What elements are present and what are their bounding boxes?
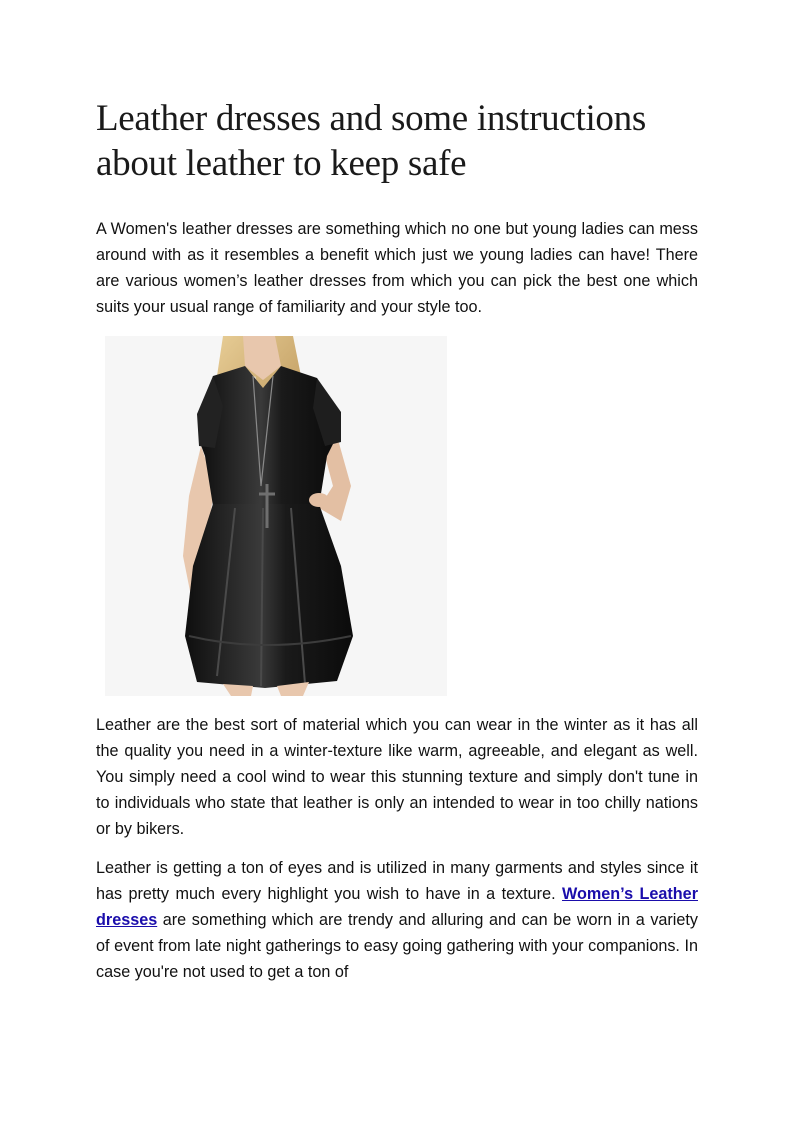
styles-text-before-link: Leather is getting a ton of eyes and is utilized in many garments and styles since it has pretty much every highlight you wish to have in a texture. bbox=[96, 859, 698, 903]
styles-text-after-link: are something which are trendy and alluring and can be worn in a variety of event from late night gatherings to easy going gathering with your companions. In case you're not used to get a ton of bbox=[96, 911, 698, 981]
leather-dress-photo bbox=[105, 336, 447, 696]
womens-leather-dresses-link[interactable]: Women’s Leather dresses bbox=[96, 885, 698, 929]
leather-styles-paragraph bbox=[96, 855, 698, 985]
intro-paragraph: A Women's leather dresses are something which no one but young ladies can mess around with as it resembles a benefit which just we young ladies can have! There are various women’s leather dresses from which you can pick the best one which suits your usual range of familiarity and your style too. bbox=[96, 220, 698, 316]
dress-skirt bbox=[185, 504, 353, 688]
page-title: Leather dresses and some instructions about leather to keep safe bbox=[96, 98, 646, 184]
winter-leather-paragraph: Leather are the best sort of material which you can wear in the winter as it has all the quality you need in a winter-texture like warm, agreeable, and elegant as well. You simply need a cool wind to wear this stunning texture and simply don't tune in to individuals who state that leather is only an intended to wear in too chilly nations or by bikers. bbox=[96, 716, 698, 838]
model-in-leather-dress-illustration bbox=[105, 336, 447, 696]
